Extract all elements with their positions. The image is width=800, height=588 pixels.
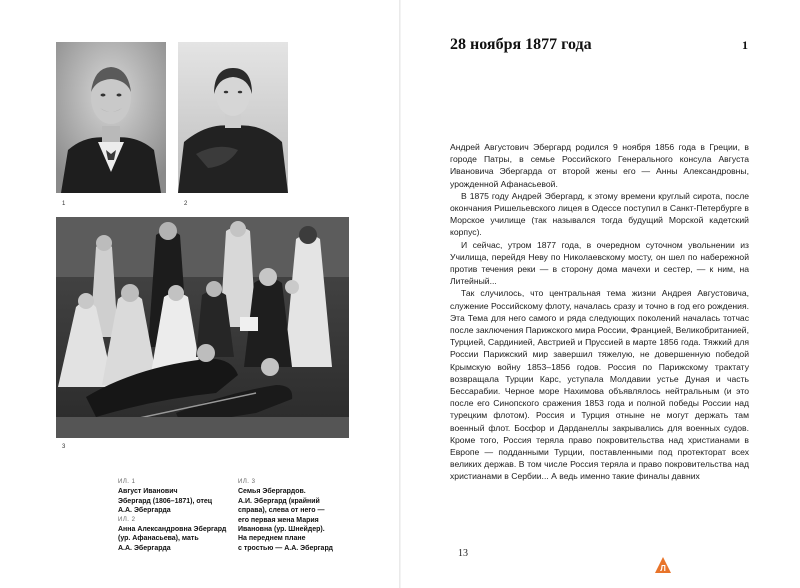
caption-line: Август Иванович	[118, 488, 178, 496]
portrait-woman-photo	[178, 42, 288, 193]
caption-line: Семья Эбергардов.	[238, 488, 306, 496]
chapter-title: 28 ноября 1877 года	[450, 36, 592, 53]
caption-label: ИЛ. 2	[118, 516, 136, 523]
caption-line: с тростью — А.А. Эбергард	[238, 544, 333, 552]
body-text	[450, 141, 749, 483]
caption-line: А.И. Эбергард (крайний	[238, 497, 320, 505]
chapter-number: 1	[742, 38, 748, 52]
page-number: 13	[458, 548, 468, 559]
caption-line: Эбергард (1806–1871), отец	[118, 497, 213, 505]
caption-line: Анна Александровна Эбергард	[118, 526, 227, 534]
caption-line: А.А. Эбергарда	[118, 544, 171, 552]
caption-line: А.А. Эбергарда	[118, 507, 171, 515]
figure-number: 3	[62, 444, 66, 450]
caption-line: На переднем плане	[238, 535, 306, 543]
figure-number: 1	[62, 201, 66, 207]
paragraph: Андрей Августович Эбергард родился 9 ноября 1856 года в Греции, в городе Патры, в семье Российского Генерального консула Августа Ивановича Эбергарда от второй жены его — Анны Александровны, урожденной Афанасьевой.	[450, 142, 749, 189]
paragraph: И сейчас, утром 1877 года, в очередном суточном увольнении из Училища, перейдя Неву по Николаевскому мосту, он шел по набережной против течения реки — в сторону дома мачехи и сестер, — к ним, на Литейный...	[450, 239, 749, 287]
caption-line: справа), слева от него —	[238, 507, 325, 515]
logo-letter: Л	[660, 564, 666, 573]
caption-line: Ивановна (ур. Шнейдер).	[238, 526, 325, 534]
figure-number: 2	[184, 201, 188, 207]
caption-label: ИЛ. 3	[238, 479, 256, 485]
caption-line: его первая жена Мария	[238, 516, 319, 524]
caption-column-2	[238, 478, 353, 553]
family-group-photo	[56, 217, 349, 438]
caption-label: ИЛ. 1	[118, 479, 136, 485]
caption-column-1	[118, 478, 236, 553]
caption-line: (ур. Афанасьева), мать	[118, 535, 199, 543]
paragraph: В 1875 году Андрей Эбергард, к этому времени круглый сирота, после окончания Ришельевского лицея в Одессе поступил в Санкт-Петербурге в Морское училище (так называлcя тогда будущий Морской кадетский корпус).	[450, 190, 749, 238]
portrait-man-photo	[56, 42, 166, 193]
labirint-logo-icon	[655, 557, 671, 573]
book-gutter	[399, 0, 401, 588]
paragraph: Так случилось, что центральная тема жизни Андрея Августовича, служение Российскому флоту, началась сразу и точно в год его рождения. Эта Тема для него самого и ряда следующих поколений началась тотчас после заключения Парижского мира России, Францией, Великобританией, Турцией, Сардинией, Австрией и Пруссией в марте 1856 года. Тяжкий для России Парижский мир завершил тяжелую, не довершенную победой Крымскую войну 1853–1856 годов. Россия по Парижскому трактату возвращала Турции Карс, уступала Молдавии устье Дуная и часть Бессарабии. Черное море Нахимова объявлялось нейтральным (и это после его Синопского сражения 1853 года и полной победы России над турецким флотом). Россия и Турция отныне не могут держать там военный флот. Босфор и Дарданеллы закрывались для военных судов. Кроме того, Россия теряла право покровительства над христианами в Европе — подданными Турции, поставленными под протекторат всех великих держав. В том числе Россия теряла и право покровительства над христианами в Сербии... А ведь именно такие финалы давних	[450, 288, 749, 482]
